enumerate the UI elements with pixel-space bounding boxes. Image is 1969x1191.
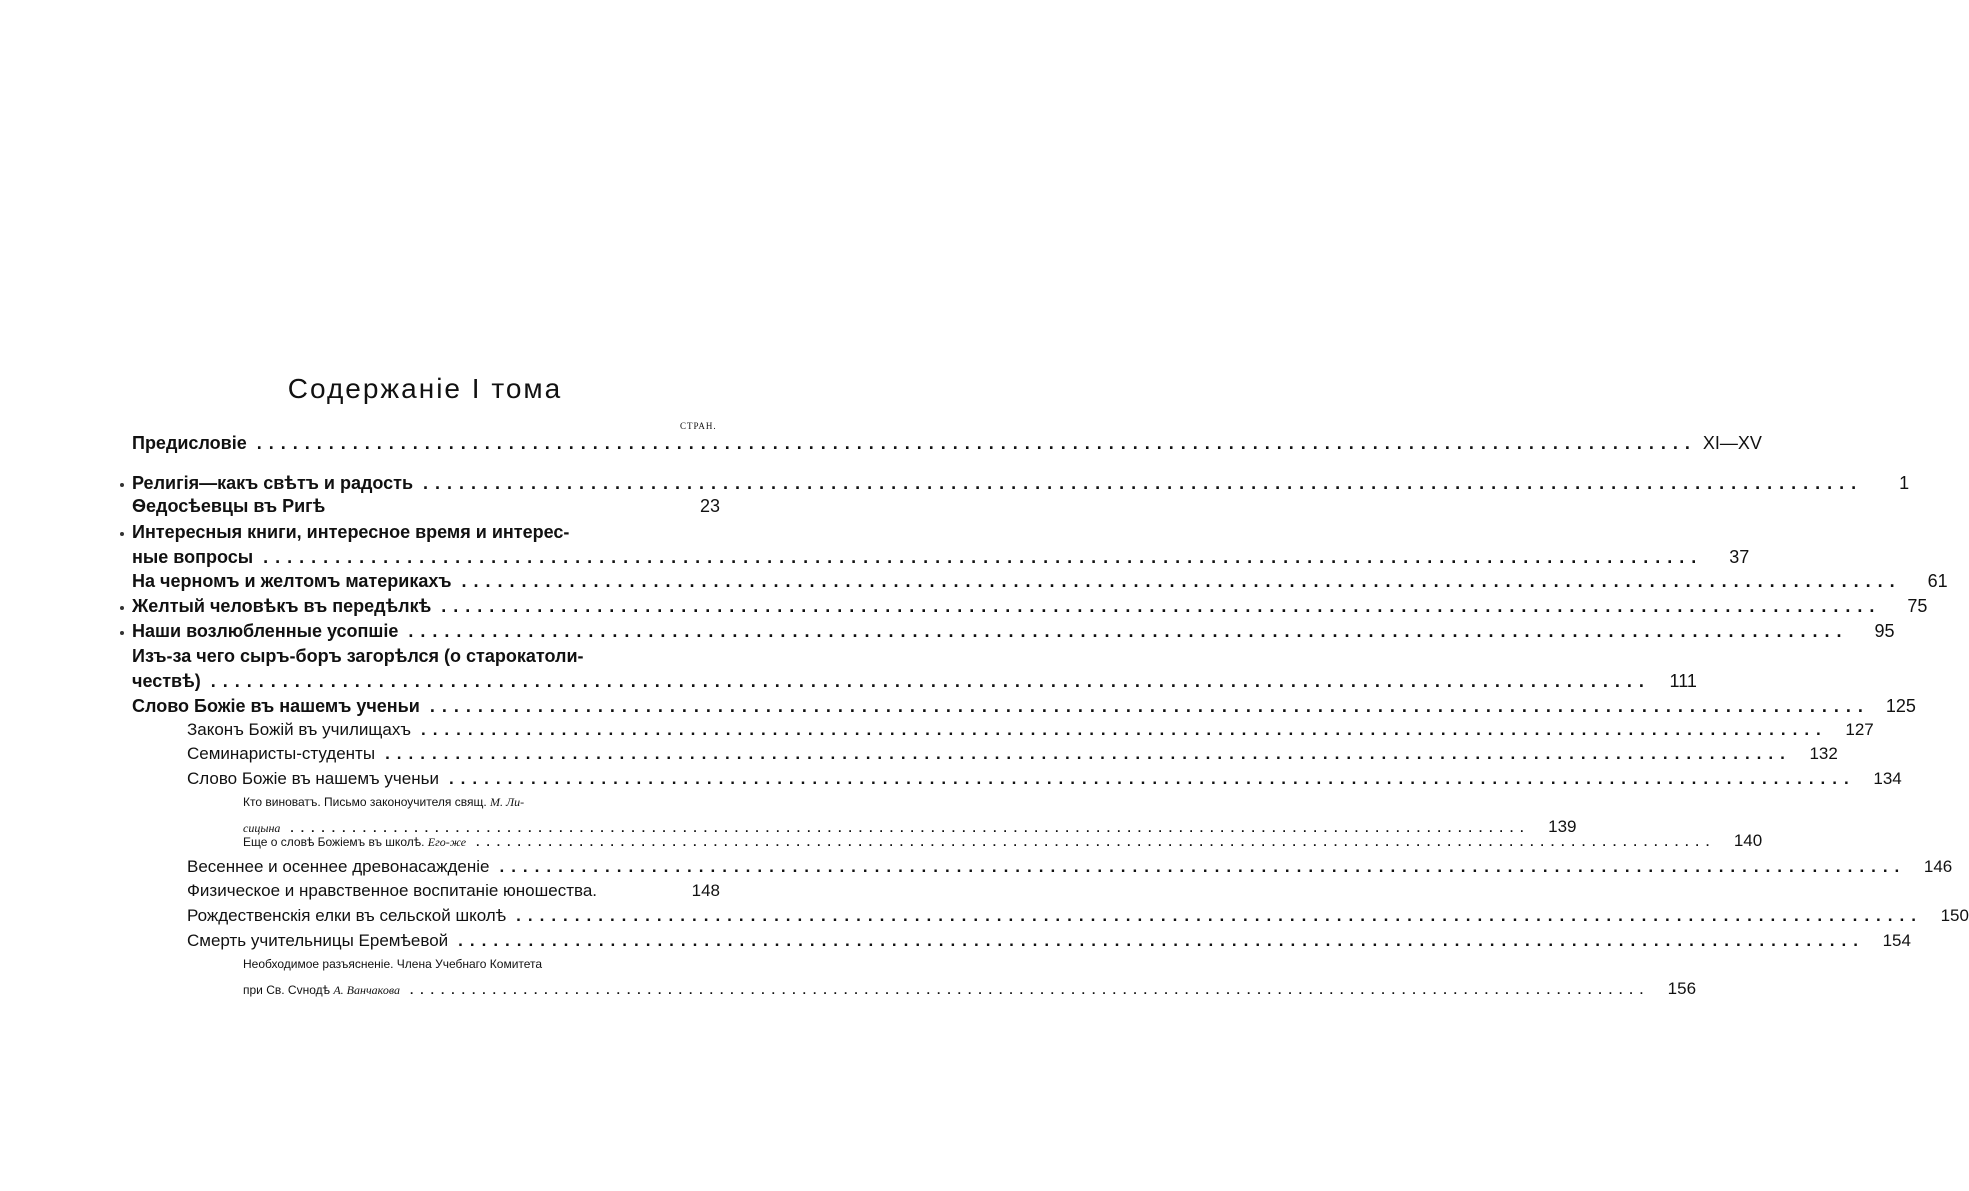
dot-leader: ........................................................................................................................ <box>448 769 1856 788</box>
toc-entry-title <box>132 433 247 454</box>
toc-entry-title <box>243 957 542 971</box>
toc-entry-author: сицына <box>243 821 281 835</box>
toc-entry-line <box>132 496 720 517</box>
margin-mark <box>120 631 124 635</box>
dot-leader: ........................................................................................................................ <box>263 547 1704 567</box>
toc-entry-text: Предисловіе <box>132 433 247 453</box>
toc-entry-text-continued: чествѣ) <box>132 671 201 691</box>
page-number: 125 <box>1885 696 1916 716</box>
toc-entry-title <box>132 496 325 517</box>
dot-leader: ........................................................................................................................ <box>441 596 1882 616</box>
dot-leader: ........................................................................................................................ <box>256 433 1697 453</box>
toc-entry-line <box>187 906 1969 926</box>
page-number: 140 <box>1733 831 1763 850</box>
toc-entry-title <box>187 744 375 764</box>
dot-leader: ........................................................................................................................ <box>408 621 1849 641</box>
margin-mark <box>120 532 124 536</box>
toc-entry-text: Смерть учительницы Еремѣевой <box>187 931 449 950</box>
page-number: 146 <box>1923 857 1953 876</box>
toc-entry-text-continued: при Св. Сvнодѣ <box>243 983 330 997</box>
toc-entry-title <box>187 857 489 877</box>
toc-entry-continuation <box>243 979 1697 999</box>
toc-entry-title <box>132 596 431 617</box>
toc-entry-title <box>132 473 413 494</box>
toc-entry-line <box>132 433 1762 454</box>
page-number: 111 <box>1669 671 1697 691</box>
toc-entry-line <box>243 957 720 971</box>
margin-mark <box>120 483 124 487</box>
toc-entry-line <box>132 696 1916 717</box>
page-number: 150 <box>1940 906 1969 925</box>
toc-entry-line <box>132 571 1948 592</box>
toc-entry-text: Кто виноватъ. Письмо законоучителя свящ. <box>243 795 487 809</box>
toc-entry-title <box>132 696 420 717</box>
contents-title: Содержаніе I тома <box>287 373 563 404</box>
page-number: 156 <box>1667 979 1697 998</box>
toc-entry-text: Наши возлюбленные усопшіе <box>132 621 399 641</box>
toc-entry-line <box>132 473 1910 494</box>
dot-leader: ........................................................................................................................ <box>420 720 1828 739</box>
page-number: 134 <box>1873 769 1902 788</box>
page-number: 139 <box>1548 817 1577 836</box>
page-number: 37 <box>1729 547 1750 567</box>
toc-entry-title <box>187 881 597 901</box>
page-number: 95 <box>1874 621 1895 641</box>
toc-entry-text: Слово Божіе въ нашемъ ученьи <box>132 696 420 716</box>
toc-entry-text: Слово Божіе въ нашемъ ученьи <box>187 769 439 788</box>
toc-entry-title <box>187 906 506 926</box>
toc-entry-text: Ѳедосѣевцы въ Ригѣ <box>132 496 326 516</box>
toc-entry-line <box>187 881 720 901</box>
toc-entry-title <box>243 795 524 810</box>
page-number: 154 <box>1882 931 1911 950</box>
toc-entry-title <box>132 571 451 592</box>
toc-entry-title <box>132 646 584 667</box>
toc-entry-text: Изъ-за чего сыръ-боръ загорѣлся (о старокатоли- <box>132 646 584 666</box>
pages-column-label: СТРАН. <box>680 421 717 431</box>
toc-entry-title <box>132 621 398 642</box>
page-number: 127 <box>1845 720 1874 739</box>
page-number: 61 <box>1927 571 1948 591</box>
page-number: 23 <box>699 496 720 516</box>
toc-entry-line <box>132 596 1928 617</box>
toc-entry-title <box>132 671 201 692</box>
page-number: XI—XV <box>1702 433 1762 453</box>
toc-entry-text: Весеннее и осеннее древонасажденіе <box>187 857 490 876</box>
toc-entry-line <box>132 621 1895 642</box>
toc-entry-text: Законъ Божій въ училищахъ <box>187 720 411 739</box>
toc-entry-title <box>187 931 448 951</box>
toc-entry-text: Интересныя книги, интересное время и интерес- <box>132 522 570 542</box>
toc-entry-line <box>187 857 1953 877</box>
toc-entry-text: Семинаристы-студенты <box>187 744 376 763</box>
dot-leader: ........................................................................................................................ <box>499 857 1907 876</box>
toc-entry-text: Еще о словѣ Божіемъ въ школѣ. <box>243 835 425 849</box>
toc-entry-author: М. Ли- <box>490 795 525 809</box>
toc-entry-author: Его-же <box>427 835 467 849</box>
dot-leader: ........................................................................................................................ <box>429 696 1870 716</box>
toc-entry-line <box>243 795 720 810</box>
toc-entry-text: Необходимое разъясненіе. Члена Учебнаго Комитета <box>243 957 543 971</box>
margin-mark <box>120 606 124 610</box>
toc-entry-title <box>243 835 466 850</box>
dot-leader: ........................................................................................................................ <box>476 835 1717 849</box>
toc-entry-text-continued: ные вопросы <box>132 547 254 567</box>
toc-entry-line <box>187 720 1874 740</box>
toc-entry-line <box>243 831 1763 851</box>
toc-entry-text: На черномъ и желтомъ материкахъ <box>132 571 452 591</box>
toc-entry-author: А. Ванчакова <box>333 983 400 997</box>
dot-leader: ........................................................................................................................ <box>210 671 1651 691</box>
toc-entry-title <box>132 522 569 543</box>
toc-entry-text: Рождественскія елки въ сельской школѣ <box>187 906 507 925</box>
toc-entry-title <box>187 720 411 740</box>
dot-leader: ........................................................................................................................ <box>461 571 1902 591</box>
toc-entry-text: Религія—какъ свѣтъ и радость <box>132 473 414 493</box>
toc-entry-line <box>187 931 1911 951</box>
dot-leader: ........................................................................................................................ <box>385 744 1792 763</box>
dot-leader: ........................................................................................................................ <box>409 983 1651 997</box>
toc-entry-title <box>187 769 439 789</box>
toc-entry-text: Физическое и нравственное воспитаніе юношества. <box>187 881 598 900</box>
dot-leader: ........................................................................................................................ <box>458 931 1865 950</box>
page-number: 1 <box>1899 473 1910 493</box>
toc-entry-line <box>132 646 720 667</box>
page-number: 75 <box>1907 596 1928 616</box>
toc-entry-continuation <box>132 671 1697 692</box>
toc-entry-continuation <box>132 547 1750 568</box>
dot-leader: ........................................................................................................................ <box>516 906 1923 925</box>
toc-entry-text: Желтый человѣкъ въ передѣлкѣ <box>132 596 432 616</box>
toc-entry-title <box>243 983 400 998</box>
page-number: 148 <box>691 881 720 900</box>
toc-entry-line <box>132 522 720 543</box>
dot-leader: ........................................................................................................................ <box>423 473 1864 493</box>
toc-entry-line <box>187 769 1902 789</box>
dot-leader: ........................................................................................................................ <box>290 821 1531 835</box>
toc-entry-line <box>187 744 1838 764</box>
toc-entry-title <box>132 547 253 568</box>
page-number: 132 <box>1809 744 1838 763</box>
